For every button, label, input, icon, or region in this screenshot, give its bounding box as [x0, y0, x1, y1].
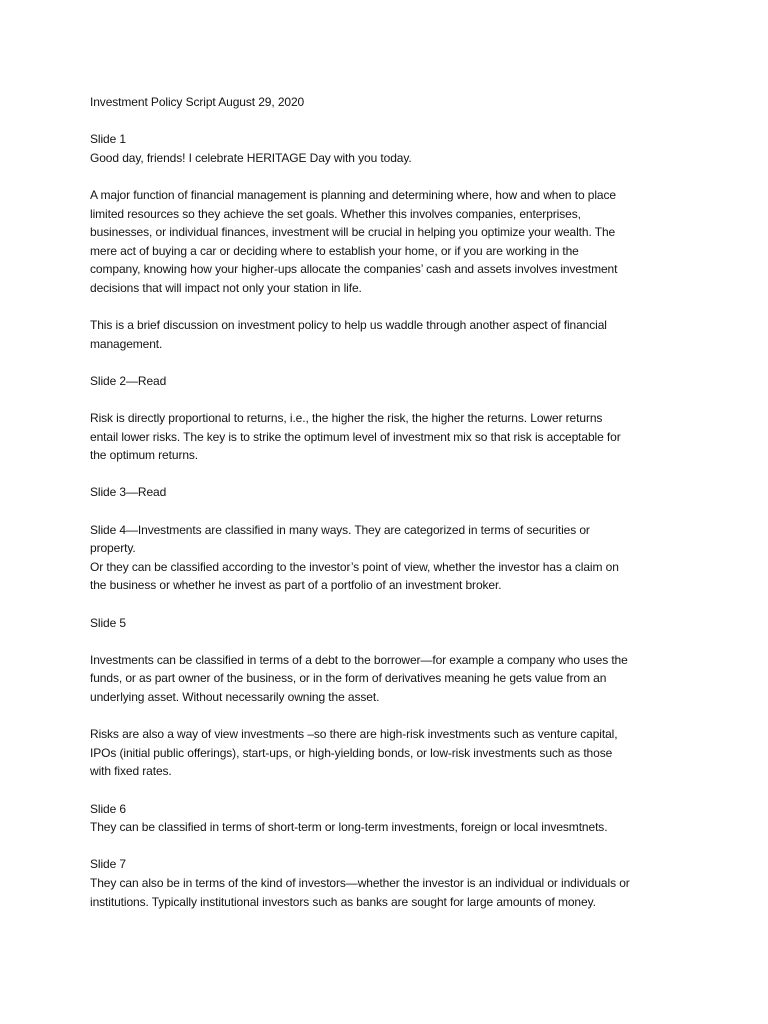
paragraph — [90, 800, 680, 837]
text-line: funds, or as part owner of the business, or in the form of derivatives meaning he gets value from an — [90, 671, 607, 686]
text-line: entail lower risks. The key is to strike the optimum level of investment mix so that risk is acceptable for — [90, 429, 621, 444]
text-line: This is a brief discussion on investment policy to help us waddle through another aspect of financial — [90, 318, 607, 333]
paragraph — [90, 130, 680, 167]
paragraph — [90, 186, 680, 298]
paragraph — [90, 614, 680, 633]
text-line: company, knowing how your higher-ups allocate the companies’ cash and assets involves investment — [90, 262, 618, 277]
text-line: Slide 4—Investments are classified in many ways. They are categorized in terms of securities or — [90, 522, 590, 537]
text-line: They can also be in terms of the kind of investors—whether the investor is an individual or individuals or — [90, 875, 630, 890]
text-line: Slide 1 — [90, 132, 126, 147]
paragraph — [90, 725, 680, 781]
text-line: A major function of financial management is planning and determining where, how and when to place — [90, 187, 616, 202]
paragraph — [90, 855, 680, 911]
text-line: property. — [90, 541, 136, 556]
paragraph — [90, 372, 680, 391]
text-line: Slide 2—Read — [90, 373, 167, 388]
text-line: Good day, friends! I celebrate HERITAGE Day with you today. — [90, 150, 412, 165]
paragraph — [90, 521, 680, 595]
text-line: the optimum returns. — [90, 448, 199, 463]
text-line: underlying asset. Without necessarily owning the asset. — [90, 690, 380, 704]
document-title: Investment Policy Script August 29, 2020 — [90, 95, 305, 109]
document-body — [90, 130, 680, 911]
text-line: with fixed rates. — [90, 764, 172, 779]
text-line: Risks are also a way of view investments –so there are high-risk investments such as venture capital, — [90, 727, 618, 742]
text-line: the business or whether he invest as part of a portfolio of an investment broker. — [90, 578, 502, 593]
text-line: limited resources so they achieve the set goals. Whether this involves companies, enterprises, — [90, 206, 581, 221]
text-line: They can be classified in terms of short-term or long-term investments, foreign or local invesmtnets. — [90, 820, 608, 835]
text-line: Slide 7 — [90, 857, 126, 872]
text-line: businesses, or individual finances, investment will be crucial in helping you optimize your wealth. The — [90, 225, 616, 240]
paragraph — [90, 409, 680, 465]
document-page — [90, 93, 680, 930]
text-line: Slide 3—Read — [90, 485, 167, 500]
text-line: institutions. Typically institutional investors such as banks are sought for large amounts of money. — [90, 894, 596, 909]
text-line: Slide 6 — [90, 801, 126, 816]
paragraph — [90, 483, 680, 502]
text-line: Risk is directly proportional to returns, i.e., the higher the risk, the higher the returns. Lower returns — [90, 411, 603, 426]
text-line: management. — [90, 336, 163, 351]
text-line: IPOs (initial public offerings), start-ups, or high-yielding bonds, or low-risk investments such as those — [90, 745, 613, 760]
text-line: Or they can be classified according to the investor’s point of view, whether the investor has a claim on — [90, 559, 619, 574]
paragraph — [90, 316, 680, 353]
text-line: mere act of buying a car or deciding where to establish your home, or if you are working in the — [90, 243, 579, 258]
text-line: Slide 5 — [90, 615, 126, 630]
text-line: decisions that will impact not only your station in life. — [90, 280, 362, 295]
paragraph — [90, 651, 680, 707]
text-line: Investments can be classified in terms of a debt to the borrower—for example a company who uses the — [90, 652, 628, 667]
